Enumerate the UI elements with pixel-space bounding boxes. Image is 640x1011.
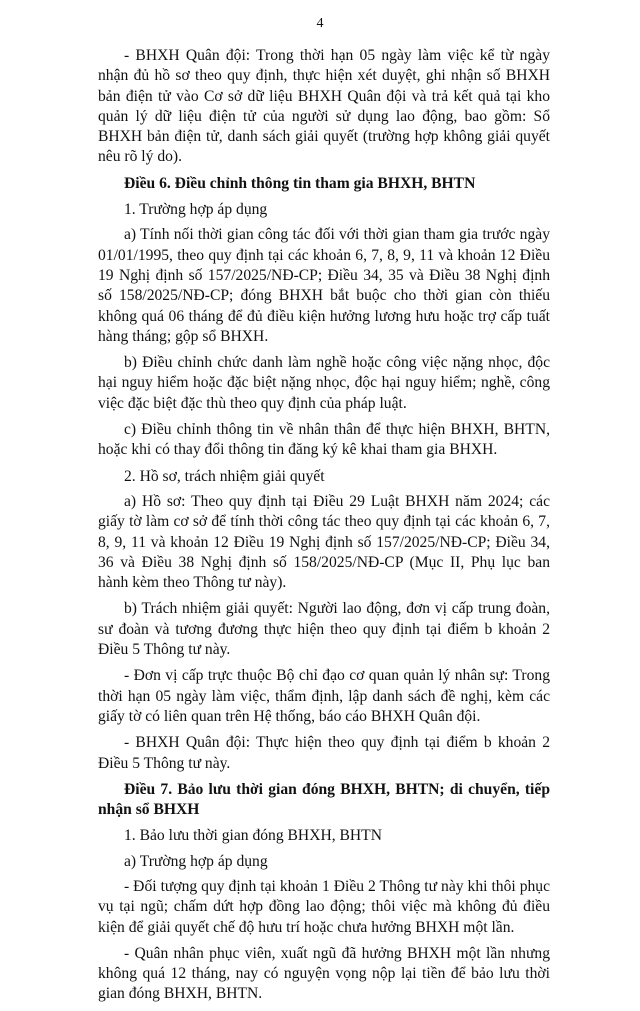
subsection-truong-hop: a) Trường hợp áp dụng <box>124 852 268 870</box>
paragraph-quan-nhan: - Quân nhân phục viên, xuất ngũ đã hưởng BHXH một lần nhưng không quá 12 tháng, nay có nguyện vọng nộp lại tiền để bảo lưu thời gian đóng BHXH, BHTN. <box>98 944 550 1003</box>
page-number: 4 <box>316 16 324 31</box>
article-7-heading: Điều 7. Bảo lưu thời gian đóng BHXH, BHTN; di chuyển, tiếp nhận sổ BHXH <box>98 780 550 819</box>
paragraph-doi-tuong: - Đối tượng quy định tại khoản 1 Điều 2 Thông tư này khi thôi phục vụ tại ngũ; chấm dứt hợp đồng lao động; thôi việc mà không đủ điều kiện để giải quyết chế độ hưu trí hoặc chưa hưởng BHXH một lần. <box>98 877 550 936</box>
paragraph-item-b: b) Điều chỉnh chức danh làm nghề hoặc công việc nặng nhọc, độc hại nguy hiểm hoặc đặc biệt nặng nhọc, độc hại nguy hiểm; nghề, công việc đặc biệt đặc thù theo quy định của pháp luật. <box>98 354 550 412</box>
paragraph-item-c: c) Điều chỉnh thông tin về nhân thân để thực hiện BHXH, BHTN, hoặc khi có thay đổi thông tin đăng ký kê khai tham gia BHXH. <box>98 421 550 459</box>
paragraph-don-vi-cap: - Đơn vị cấp trực thuộc Bộ chỉ đạo cơ quan quản lý nhân sự: Trong thời hạn 05 ngày làm việc, thẩm định, lập danh sách đề nghị, kèm các giấy tờ có liên quan trên Hệ thống, báo cáo BHXH Quân đội. <box>98 667 550 725</box>
section-2-heading: 2. Hồ sơ, trách nhiệm giải quyết <box>124 467 325 485</box>
paragraph-trach-nhiem: b) Trách nhiệm giải quyết: Người lao động, đơn vị cấp trung đoàn, sư đoàn và tương đương thực hiện theo quy định tại điểm b khoản 2 Điều 5 Thông tư này. <box>98 600 550 659</box>
paragraph-bhxh-quan-doi-intro: - BHXH Quân đội: Trong thời hạn 05 ngày làm việc kể từ ngày nhận đủ hồ sơ theo quy định, thực hiện xét duyệt, ghi nhận số BHXH bản điện tử vào Cơ sở dữ liệu BHXH Quân đội và trả kết quả tại kho quản lý dữ liệu điện tử của người sử dụng lao động, bao gồm: Sổ BHXH bản điện tử, danh sách giải quyết (trường hợp không giải quyết nêu rõ lý do). <box>98 47 550 166</box>
paragraph-bhxh-quan-doi: - BHXH Quân đội: Thực hiện theo quy định tại điểm b khoản 2 Điều 5 Thông tư này. <box>98 734 550 772</box>
paragraph-ho-so: a) Hồ sơ: Theo quy định tại Điều 29 Luật BHXH năm 2024; các giấy tờ làm cơ sở để tính thời công tác theo quy định tại các khoản 6, 7, 8, 9, 11 và khoản 12 Điều 19 Nghị định số 157/2025/NĐ-CP; Điều 34, 36 và Điều 38 Nghị định số 158/2025/NĐ-CP (Mục II, Phụ lục ban hành kèm theo Thông tư này). <box>98 492 550 592</box>
section-1-heading: 1. Trường hợp áp dụng <box>124 201 268 219</box>
document-body <box>98 46 550 1011</box>
section-bao-luu-heading: 1. Bảo lưu thời gian đóng BHXH, BHTN <box>124 827 382 845</box>
article-6-heading: Điều 6. Điều chỉnh thông tin tham gia BHXH, BHTN <box>124 174 476 192</box>
paragraph-item-a: a) Tính nối thời gian công tác đối với thời gian tham gia trước ngày 01/01/1995, theo quy định tại các khoản 6, 7, 8, 9, 11 và khoản 12 Điều 19 Nghị định số 157/2025/NĐ-CP; Điều 34, 35 và Điều 38 Nghị định số 158/2025/NĐ-CP; đóng BHXH bắt buộc cho thời gian còn thiếu không quá 06 tháng để đủ điều kiện hưởng lương hưu hoặc trợ cấp tuất hàng tháng; gộp sổ BHXH. <box>98 226 550 345</box>
